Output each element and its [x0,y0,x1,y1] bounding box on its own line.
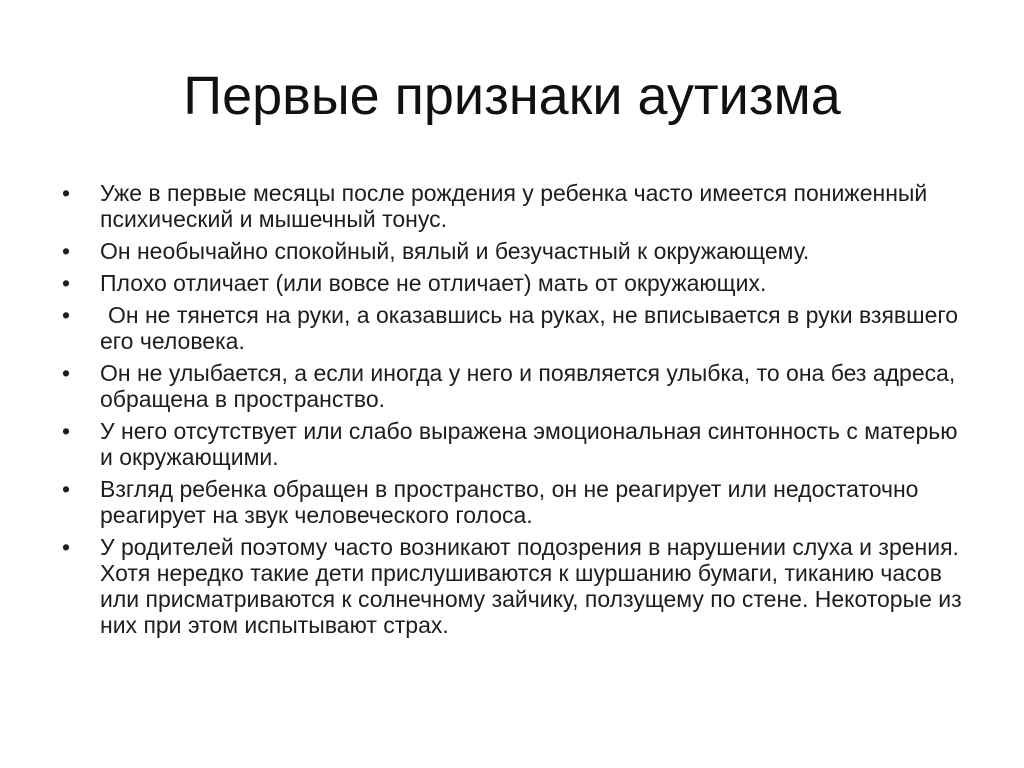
bullet-text: Плохо отличает (или вовсе не отличает) мать от окружающих. [100,270,767,296]
bullet-text: Он не улыбается, а если иногда у него и появляется улыбка, то она без адреса, обращена в пространство. [100,360,956,412]
bullet-marker: • [62,238,71,264]
bullet-text: Он необычайно спокойный, вялый и безучастный к окружающему. [100,238,810,264]
bullet-marker: • [62,476,71,502]
bullet-text: Он не тянется на руки, а оказавшись на руках, не вписывается в руки взявшего его человека. [100,302,959,354]
bullet-item [62,476,962,528]
bullet-item [62,270,962,296]
bullet-marker: • [62,302,71,328]
bullet-marker: • [62,418,71,444]
bullet-list [62,180,962,644]
bullet-item [62,238,962,264]
bullet-item [62,302,962,354]
bullet-item [62,360,962,412]
bullet-text: У него отсутствует или слабо выражена эмоциональная синтонность с матерью и окружающими. [100,418,958,470]
bullet-marker: • [62,360,71,386]
bullet-item [62,534,962,638]
bullet-text: Взгляд ребенка обращен в пространство, он не реагирует или недостаточно реагирует на звук человеческого голоса. [100,476,919,528]
bullet-text: Уже в первые месяцы после рождения у ребенка часто имеется пониженный психический и мышечный тонус. [100,180,928,232]
bullet-text: У родителей поэтому часто возникают подозрения в нарушении слуха и зрения. Хотя нередко такие дети прислушиваются к шуршанию бумаги, тиканию часов или присматриваются к солнечному зайчику, ползущему по стене. Некоторые из них при этом испытывают страх. [100,534,962,638]
bullet-item [62,180,962,232]
bullet-item [62,418,962,470]
slide-title: Первые признаки аутизма [183,66,841,126]
bullet-marker: • [62,270,71,296]
bullet-marker: • [62,534,71,560]
bullet-marker: • [62,180,71,206]
